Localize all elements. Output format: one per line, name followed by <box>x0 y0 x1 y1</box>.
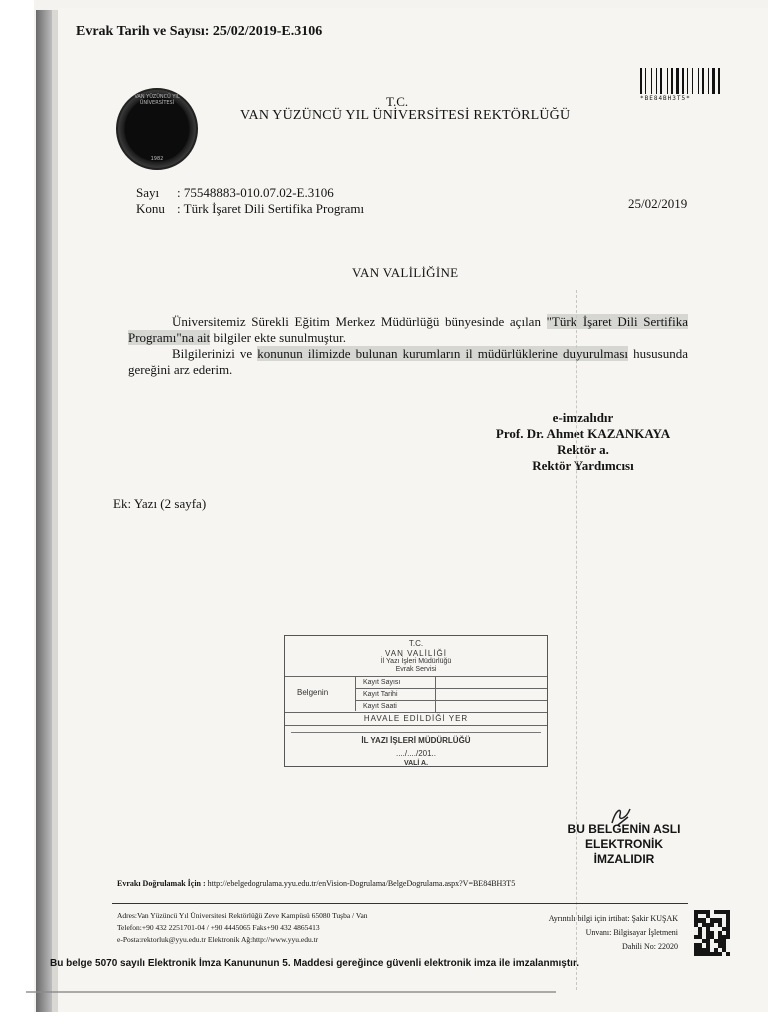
stamp-row <box>355 688 547 700</box>
scan-artifact <box>26 991 556 993</box>
addressee: VAN VALİLİĞİNE <box>352 265 459 280</box>
barcode-bar <box>674 68 675 94</box>
signer-title-1: Rektör a. <box>557 442 609 457</box>
address-line: Adres:Van Yüzüncü Yıl Üniversitesi Rektörlüğü Zeve Kampüsü 65080 Tuşba / Van <box>117 911 368 920</box>
barcode-bar <box>708 68 709 94</box>
certification-note <box>556 822 692 867</box>
barcode-bar <box>710 68 711 94</box>
attachment-note: Ek: Yazı (2 sayfa) <box>113 496 207 511</box>
stamp-vali: VALİ A. <box>403 760 429 767</box>
konu-label: Konu <box>136 201 165 216</box>
barcode-bar <box>718 68 720 94</box>
stamp-rows <box>355 676 547 712</box>
tc-heading: T.C. <box>386 94 409 109</box>
stamp-belgenin: Belgenin <box>297 688 329 697</box>
paragraph-1-start: Üniversitemiz Sürekli Eğitim Merkez Müdürlüğü bünyesinde açılan <box>172 314 547 329</box>
institution-heading: VAN YÜZÜNCÜ YIL ÜNİVERSİTESİ REKTÖRLÜĞÜ <box>240 108 571 123</box>
stamp-row <box>355 700 547 712</box>
signer-name: Prof. Dr. Ahmet KAZANKAYA <box>495 426 671 441</box>
stamp-havale: HAVALE EDİLDİĞİ YER <box>285 712 547 726</box>
stamp-servis: Evrak Servisi <box>395 666 437 673</box>
barcode-bar <box>687 68 688 94</box>
letter-body <box>128 314 688 378</box>
barcode-bar <box>647 68 650 94</box>
stamp-row <box>355 676 547 688</box>
address-block <box>117 910 437 946</box>
paragraph-2 <box>128 346 688 378</box>
paragraph-2-end: hususunda gereğini arz ederim. <box>128 346 689 377</box>
barcode-bar <box>640 68 642 94</box>
signature-block <box>478 410 688 474</box>
scan-fold-line <box>576 290 577 990</box>
stamp-row-label: Kayıt Tarihi <box>363 689 436 700</box>
barcode-bar <box>716 68 717 94</box>
barcode-bar <box>689 68 691 94</box>
stamp-divider <box>291 732 541 733</box>
barcode-bar <box>663 68 666 94</box>
barcode-bar <box>671 68 673 94</box>
paragraph-2-start: Bilgilerinizi ve <box>172 346 258 361</box>
barcode-bar <box>700 68 701 94</box>
barcode-bar <box>645 68 646 94</box>
seal-year: 1982 <box>150 156 164 162</box>
certification-line-1: BU BELGENİN ASLI <box>567 822 681 836</box>
legal-notice: Bu belge 5070 sayılı Elektronik İmza Kanununun 5. Maddesi gereğince güvenli elektronik imza ile imzalanmıştır. <box>50 958 580 969</box>
qr-module <box>726 952 730 956</box>
barcode-bar <box>685 68 686 94</box>
signer-title-2: Rektör Yardımcısı <box>532 458 634 473</box>
stamp-valilik: VAN VALİLİĞİ <box>385 649 447 658</box>
barcode-bar <box>643 68 644 94</box>
sayi-value: : 75548883-010.07.02-E.3106 <box>177 185 334 200</box>
barcode-bar <box>680 68 681 94</box>
paragraph-2-highlight: konunun ilimizde bulunan kurumların il müdürlüklerine duyurulması <box>257 346 629 361</box>
university-seal-logo <box>116 88 198 170</box>
scan-bottom-margin <box>0 1012 768 1024</box>
stamp-row-label: Kayıt Saati <box>363 701 436 712</box>
barcode-bar <box>669 68 670 94</box>
barcode-bar <box>712 68 715 94</box>
barcode-number: *BE84BH3T5* <box>640 95 691 102</box>
barcode-bar <box>692 68 693 94</box>
barcode <box>640 68 728 94</box>
document-date: 25/02/2019 <box>628 196 688 211</box>
stamp-mudurluk: İl Yazı İşleri Müdürlüğü <box>380 658 452 665</box>
paragraph-1-highlight: "Türk İşaret Dili Sertifika Programı"na ait <box>128 314 689 345</box>
evrak-date-number: Evrak Tarih ve Sayısı: 25/02/2019-E.3106 <box>76 24 323 39</box>
registry-stamp <box>284 635 548 767</box>
contact-info <box>492 912 678 954</box>
seal-text: VAN YÜZÜNCÜ YIL ÜNİVERSİTESİ <box>134 94 180 106</box>
verification-label: Evrakı Doğrulamak İçin : <box>117 879 206 888</box>
barcode-bar <box>694 68 697 94</box>
contact-title: Unvanı: Bilgisayar İşletmeni <box>585 928 678 937</box>
barcode-bar <box>702 68 704 94</box>
footer-divider <box>112 903 688 904</box>
contact-extension: Dahili No: 22020 <box>622 942 678 951</box>
stamp-tc: T.C. <box>408 639 424 648</box>
qr-code-icon <box>694 910 730 956</box>
konu-value: : Türk İşaret Dili Sertifika Programı <box>177 201 365 216</box>
paragraph-1 <box>128 314 688 346</box>
barcode-bar <box>651 68 652 94</box>
barcode-bar <box>656 68 657 94</box>
barcode-bar <box>698 68 699 94</box>
paragraph-1-end: bilgiler ekte sunulmuştur. <box>210 330 346 345</box>
scan-left-margin <box>0 0 34 1024</box>
barcode-bar <box>660 68 662 94</box>
stamp-date-field: ..../..../201.. <box>395 749 437 758</box>
barcode-bar <box>676 68 679 94</box>
stamp-yazi-isleri: İL YAZI İŞLERİ MÜDÜRLÜĞÜ <box>361 736 471 745</box>
barcode-bar <box>658 68 659 94</box>
phone-line: Telefon:+90 432 2251701-04 / +90 4445065 Faks+90 432 4865413 <box>117 923 320 932</box>
scan-edge-shadow <box>36 10 52 1020</box>
barcode-bar <box>682 68 684 94</box>
e-imza-label: e-imzalıdır <box>552 410 614 425</box>
stamp-row-label: Kayıt Sayısı <box>363 677 436 688</box>
certification-line-2: ELEKTRONİK İMZALIDIR <box>585 837 663 866</box>
verification-url[interactable]: http://ebelgedogrulama.yyu.edu.tr/enVision-Dogrulama/BelgeDogrulama.aspx?V=BE84BH3T5 <box>207 879 516 888</box>
barcode-bar <box>653 68 655 94</box>
sayi-label: Sayı <box>136 185 160 200</box>
email-web-line: e-Posta:rektorluk@yyu.edu.tr Elektronik Ağ:http://www.yyu.edu.tr <box>117 935 319 944</box>
verification-line <box>117 879 515 888</box>
barcode-bar <box>667 68 668 94</box>
barcode-bar <box>705 68 707 94</box>
contact-person: Ayrıntılı bilgi için irtibat: Şakir KUŞAK <box>548 914 678 923</box>
